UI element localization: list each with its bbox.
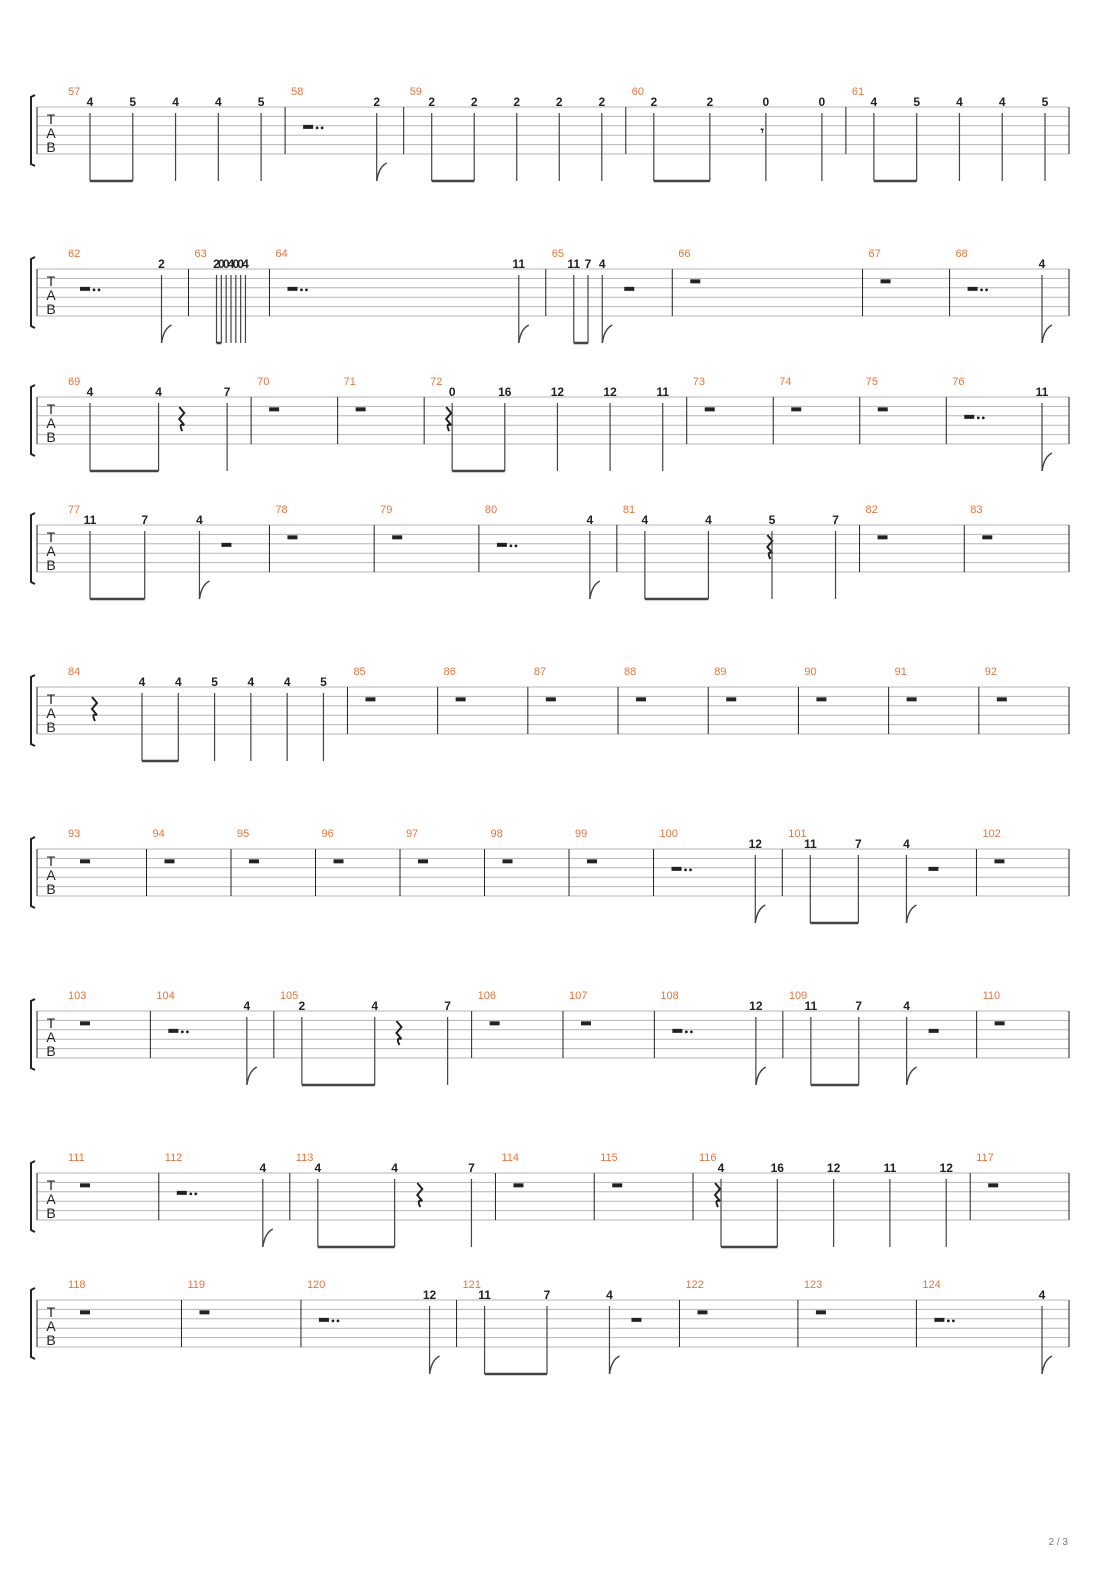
measure-number: 70	[257, 376, 270, 388]
note-flag	[1042, 325, 1052, 343]
fret-number: 4	[227, 257, 235, 271]
quarter-rest	[715, 1183, 720, 1207]
rest-symbol	[503, 859, 513, 863]
measure-number: 95	[237, 828, 250, 840]
fret-number: 2	[428, 95, 436, 109]
rest-symbol	[881, 279, 891, 283]
tab-clef-letter: T	[46, 529, 56, 545]
rest-symbol	[982, 535, 992, 539]
system-bracket	[31, 675, 35, 746]
fret-number: 4	[586, 513, 594, 527]
measure-number: 77	[68, 504, 81, 516]
rest-dot	[98, 288, 101, 291]
measure-number: 109	[788, 990, 808, 1002]
note-flag	[602, 325, 612, 343]
note-flag	[609, 1356, 619, 1374]
rest-symbol	[365, 697, 375, 701]
fret-number: 4	[705, 513, 712, 527]
tab-clef-letter: A	[46, 415, 56, 431]
fret-number: 4	[172, 95, 179, 109]
fret-number: 4	[903, 999, 910, 1013]
fret-number: 11	[804, 999, 818, 1013]
fret-number: 2	[650, 95, 658, 109]
rest-symbol	[334, 859, 344, 863]
rest-dot	[684, 868, 687, 871]
fret-number: 4	[243, 999, 251, 1013]
rest-dot	[186, 1030, 189, 1033]
tab-clef-letter: A	[46, 543, 56, 559]
note-flag	[756, 1067, 766, 1085]
rest-symbol	[168, 1029, 178, 1033]
rest-symbol	[546, 697, 556, 701]
measure-number: 87	[533, 666, 547, 678]
fret-number: 4	[641, 513, 649, 527]
fret-number: 4	[1038, 257, 1046, 271]
measure-number: 57	[68, 86, 81, 98]
fret-number: 2	[513, 95, 521, 109]
fret-number: 7	[855, 999, 863, 1013]
system-bracket	[31, 1288, 35, 1359]
page-number: 2 / 3	[1048, 1537, 1068, 1548]
measure-number: 81	[622, 504, 636, 516]
rest-symbol	[791, 407, 801, 411]
fret-number: 12	[550, 385, 565, 399]
measure-number: 89	[714, 666, 727, 678]
fret-number: 12	[422, 1288, 437, 1302]
rest-symbol	[221, 543, 231, 547]
system-bracket	[31, 95, 35, 166]
fret-number: 4	[283, 675, 291, 689]
fret-number: 5	[768, 513, 776, 527]
rest-symbol	[269, 407, 279, 411]
rest-symbol	[287, 287, 297, 291]
rest-dot	[977, 416, 980, 419]
quarter-rest	[446, 407, 451, 431]
rest-symbol	[80, 859, 90, 863]
fret-number: 7	[832, 513, 839, 527]
measure-number: 117	[976, 1152, 994, 1164]
note-flag	[162, 325, 172, 343]
rest-dot	[509, 544, 512, 547]
rest-dot	[181, 1030, 184, 1033]
measure-number: 59	[409, 86, 422, 98]
measure-number: 119	[187, 1279, 206, 1291]
measure-number: 104	[156, 990, 175, 1002]
fret-number: 12	[603, 385, 617, 399]
rest-symbol	[726, 697, 736, 701]
measure-number: 102	[982, 828, 1001, 840]
fret-number: 2	[555, 95, 563, 109]
measure-number: 97	[406, 828, 419, 840]
fret-number: 5	[913, 95, 921, 109]
rest-symbol	[177, 1191, 187, 1195]
fret-number: 4	[242, 257, 249, 271]
measure-number: 74	[779, 376, 792, 388]
tab-clef-letter: A	[46, 1029, 56, 1045]
fret-number: 4	[717, 1161, 725, 1175]
measure-number: 121	[462, 1279, 481, 1291]
measure-number: 71	[343, 376, 356, 388]
fret-number: 5	[257, 95, 265, 109]
fret-number: 2	[706, 95, 714, 109]
rest-dot	[947, 1319, 950, 1322]
tab-clef-letter: B	[46, 557, 56, 573]
rest-symbol	[631, 1318, 641, 1322]
tab-clef-letter: T	[46, 273, 56, 289]
fret-number: 11	[1035, 385, 1049, 399]
rest-symbol	[968, 287, 978, 291]
rest-symbol	[287, 535, 297, 539]
fret-number: 16	[498, 385, 512, 399]
tab-clef-letter: B	[46, 429, 56, 445]
measure-number: 112	[164, 1152, 183, 1164]
rest-symbol	[513, 1183, 523, 1187]
fret-number: 2	[298, 999, 306, 1013]
rest-symbol	[928, 867, 938, 871]
rest-dot	[337, 1319, 340, 1322]
measure-number: 103	[68, 990, 87, 1002]
measure-number: 96	[321, 828, 334, 840]
quarter-rest	[92, 697, 97, 721]
fret-number: 2	[158, 257, 165, 271]
fret-number: 12	[939, 1161, 953, 1175]
rest-dot	[685, 1030, 688, 1033]
measure-number: 115	[600, 1152, 618, 1164]
measure-number: 62	[68, 248, 81, 260]
measure-number: 63	[194, 248, 207, 260]
note-flag	[247, 1067, 257, 1085]
fret-number: 0	[448, 385, 456, 399]
system-bracket	[31, 1161, 35, 1232]
tab-clef-letter: T	[46, 1015, 56, 1031]
measure-number: 75	[865, 376, 879, 388]
measure-number: 85	[353, 666, 366, 678]
rest-symbol	[878, 535, 888, 539]
fret-number: 16	[770, 1161, 784, 1175]
rest-dot	[305, 288, 308, 291]
rest-symbol	[319, 1318, 329, 1322]
rest-symbol	[612, 1183, 622, 1187]
measure-number: 99	[575, 828, 588, 840]
rest-dot	[93, 288, 96, 291]
note-flag	[519, 325, 529, 343]
rest-dot	[980, 288, 983, 291]
fret-number: 11	[512, 257, 526, 271]
tab-clef-letter: T	[46, 1304, 56, 1320]
measure-number: 65	[551, 248, 565, 260]
rest-dot	[514, 544, 517, 547]
rest-dot	[690, 1030, 693, 1033]
rest-dot	[300, 288, 303, 291]
tab-clef-letter: A	[46, 705, 56, 721]
fret-number: 5	[211, 675, 218, 689]
measure-number: 92	[984, 666, 998, 678]
system-bracket	[31, 385, 35, 456]
system-bracket	[31, 999, 35, 1070]
measure-number: 80	[484, 504, 498, 516]
measure-number: 118	[68, 1279, 86, 1291]
note-flag	[906, 905, 916, 923]
measure-number: 123	[803, 1279, 823, 1291]
system-bracket	[31, 837, 35, 908]
fret-number: 2	[213, 257, 220, 271]
rest-dot	[316, 126, 319, 129]
note-flag	[377, 163, 387, 181]
fret-number: 11	[478, 1288, 491, 1302]
note-flag	[755, 905, 765, 923]
fret-number: 2	[598, 95, 606, 109]
fret-number: 4	[956, 95, 963, 109]
fret-number: 5	[1041, 95, 1049, 109]
rest-symbol	[672, 1029, 682, 1033]
tab-clef-letter: T	[46, 1177, 56, 1193]
tab-clef-letter: B	[46, 1332, 56, 1348]
fret-number: 7	[468, 1161, 475, 1175]
fret-number: 4	[155, 385, 162, 399]
note-flag	[590, 581, 600, 599]
fret-number: 4	[259, 1161, 267, 1175]
fret-number: 4	[314, 1161, 322, 1175]
fret-number: 7	[584, 257, 592, 271]
measure-number: 60	[631, 86, 645, 98]
fret-number: 12	[749, 999, 763, 1013]
fret-number: 2	[470, 95, 478, 109]
fret-number: 4	[598, 257, 606, 271]
measure-number: 98	[490, 828, 503, 840]
rest-symbol	[816, 697, 826, 701]
measure-number: 79	[380, 504, 393, 516]
measure-number: 94	[152, 828, 165, 840]
fret-number: 0	[232, 257, 240, 271]
fret-number: 11	[83, 513, 97, 527]
rest-symbol	[929, 1029, 939, 1033]
measure-number: 66	[678, 248, 691, 260]
note-flag	[199, 581, 209, 599]
fret-number: 5	[320, 675, 327, 689]
measure-number: 83	[970, 504, 983, 516]
rest-dot	[952, 1319, 955, 1322]
fret-number: 4	[870, 95, 878, 109]
measure-number: 90	[804, 666, 817, 678]
fret-number: 7	[855, 837, 862, 851]
rest-symbol	[80, 1021, 90, 1025]
measure-number: 61	[851, 86, 865, 98]
rest-symbol	[165, 859, 175, 863]
rest-symbol	[816, 1310, 826, 1314]
measure-number: 69	[68, 376, 81, 388]
fret-number: 0	[762, 95, 770, 109]
rest-symbol	[587, 859, 597, 863]
rest-symbol	[705, 407, 715, 411]
rest-dot	[332, 1319, 335, 1322]
measure-number: 58	[291, 86, 304, 98]
rest-symbol	[934, 1318, 944, 1322]
fret-number: 0	[237, 257, 244, 271]
measure-number: 108	[660, 990, 679, 1002]
fret-number: 11	[656, 385, 670, 399]
note-flag	[907, 1067, 917, 1085]
tab-clef-letter: A	[46, 125, 56, 141]
rest-symbol	[697, 1310, 707, 1314]
fret-number: 4	[1038, 1288, 1046, 1302]
fret-number: 0	[818, 95, 826, 109]
fret-number: 4	[903, 837, 910, 851]
fret-number: 4	[196, 513, 203, 527]
fret-number: 7	[223, 385, 231, 399]
tab-clef-letter: T	[46, 853, 56, 869]
quarter-rest	[396, 1021, 401, 1045]
measure-number: 86	[443, 666, 456, 678]
tab-clef-letter: T	[46, 691, 56, 707]
measure-number: 78	[275, 504, 288, 516]
rest-dot	[194, 1192, 197, 1195]
rest-dot	[985, 288, 988, 291]
measure-number: 68	[955, 248, 968, 260]
rest-symbol	[490, 1021, 500, 1025]
measure-number: 106	[477, 990, 496, 1002]
measure-number: 122	[685, 1279, 704, 1291]
measure-number: 120	[306, 1279, 326, 1291]
fret-number: 4	[606, 1288, 613, 1302]
tab-clef-letter: T	[46, 111, 56, 127]
measure-number: 114	[501, 1152, 519, 1164]
quarter-rest	[417, 1183, 422, 1207]
measure-number: 76	[952, 376, 965, 388]
rest-symbol	[964, 415, 974, 419]
measure-number: 88	[624, 666, 637, 678]
rest-symbol	[995, 1021, 1005, 1025]
eighth-rest: 𝄾	[760, 124, 764, 138]
measure-number: 113	[295, 1152, 314, 1164]
tab-clef-letter: T	[46, 401, 56, 417]
tab-clef-letter: B	[46, 1043, 56, 1059]
measure-number: 110	[982, 990, 1001, 1002]
rest-dot	[189, 1192, 192, 1195]
quarter-rest	[179, 407, 184, 431]
rest-symbol	[418, 859, 428, 863]
rest-symbol	[994, 859, 1004, 863]
tab-clef-letter: A	[46, 1191, 56, 1207]
measure-number: 93	[68, 828, 81, 840]
rest-symbol	[303, 125, 313, 129]
rest-symbol	[624, 287, 634, 291]
fret-number: 12	[826, 1161, 841, 1175]
note-flag	[263, 1229, 273, 1247]
fret-number: 7	[141, 513, 149, 527]
rest-symbol	[988, 1183, 998, 1187]
fret-number: 4	[247, 675, 255, 689]
system-bracket	[31, 257, 35, 328]
fret-number: 2	[373, 95, 381, 109]
fret-number: 0	[222, 257, 230, 271]
measure-number: 100	[659, 828, 678, 840]
fret-number: 7	[543, 1288, 551, 1302]
fret-number: 4	[86, 95, 94, 109]
measure-number: 84	[68, 666, 81, 678]
fret-number: 4	[174, 675, 182, 689]
rest-symbol	[392, 535, 402, 539]
fret-number: 11	[567, 257, 581, 271]
measure-number: 111	[68, 1152, 85, 1164]
tab-clef-letter: A	[46, 867, 56, 883]
rest-symbol	[497, 543, 507, 547]
measure-number: 72	[430, 376, 443, 388]
rest-symbol	[907, 697, 917, 701]
rest-symbol	[80, 287, 90, 291]
fret-number: 12	[748, 837, 762, 851]
rest-dot	[982, 416, 985, 419]
measure-number: 64	[275, 248, 288, 260]
note-flag	[430, 1356, 440, 1374]
fret-number: 4	[138, 675, 146, 689]
fret-number: 4	[214, 95, 222, 109]
rest-symbol	[997, 697, 1007, 701]
measure-number: 107	[568, 990, 588, 1002]
tab-clef-letter: B	[46, 719, 56, 735]
rest-symbol	[80, 1183, 90, 1187]
fret-number: 4	[998, 95, 1006, 109]
measure-number: 105	[279, 990, 299, 1002]
rest-symbol	[636, 697, 646, 701]
fret-number: 11	[883, 1161, 897, 1175]
tab-clef-letter: B	[46, 1205, 56, 1221]
rest-symbol	[199, 1310, 209, 1314]
system-bracket	[31, 513, 35, 584]
measure-number: 91	[894, 666, 907, 678]
note-flag	[1042, 1356, 1052, 1374]
rest-symbol	[690, 279, 700, 283]
note-flag	[1042, 453, 1052, 471]
fret-number: 4	[391, 1161, 398, 1175]
measure-number: 124	[922, 1279, 941, 1291]
rest-symbol	[249, 859, 259, 863]
fret-number: 4	[371, 999, 379, 1013]
fret-number: 0	[217, 257, 225, 271]
measure-number: 73	[692, 376, 705, 388]
fret-number: 4	[86, 385, 94, 399]
tab-clef-letter: B	[46, 139, 56, 155]
rest-dot	[689, 868, 692, 871]
measure-number: 116	[699, 1152, 717, 1164]
fret-number: 7	[444, 999, 451, 1013]
measure-number: 101	[788, 828, 807, 840]
rest-symbol	[672, 867, 682, 871]
measure-number: 67	[868, 248, 881, 260]
rest-symbol	[356, 407, 366, 411]
fret-number: 11	[803, 837, 817, 851]
measure-number: 82	[865, 504, 878, 516]
tab-clef-letter: A	[46, 287, 56, 303]
rest-dot	[321, 126, 324, 129]
rest-symbol	[581, 1021, 591, 1025]
tab-clef-letter: B	[46, 881, 56, 897]
rest-symbol	[456, 697, 466, 701]
tab-clef-letter: A	[46, 1318, 56, 1334]
rest-symbol	[80, 1310, 90, 1314]
rest-symbol	[878, 407, 888, 411]
tab-clef-letter: B	[46, 301, 56, 317]
fret-number: 5	[129, 95, 137, 109]
